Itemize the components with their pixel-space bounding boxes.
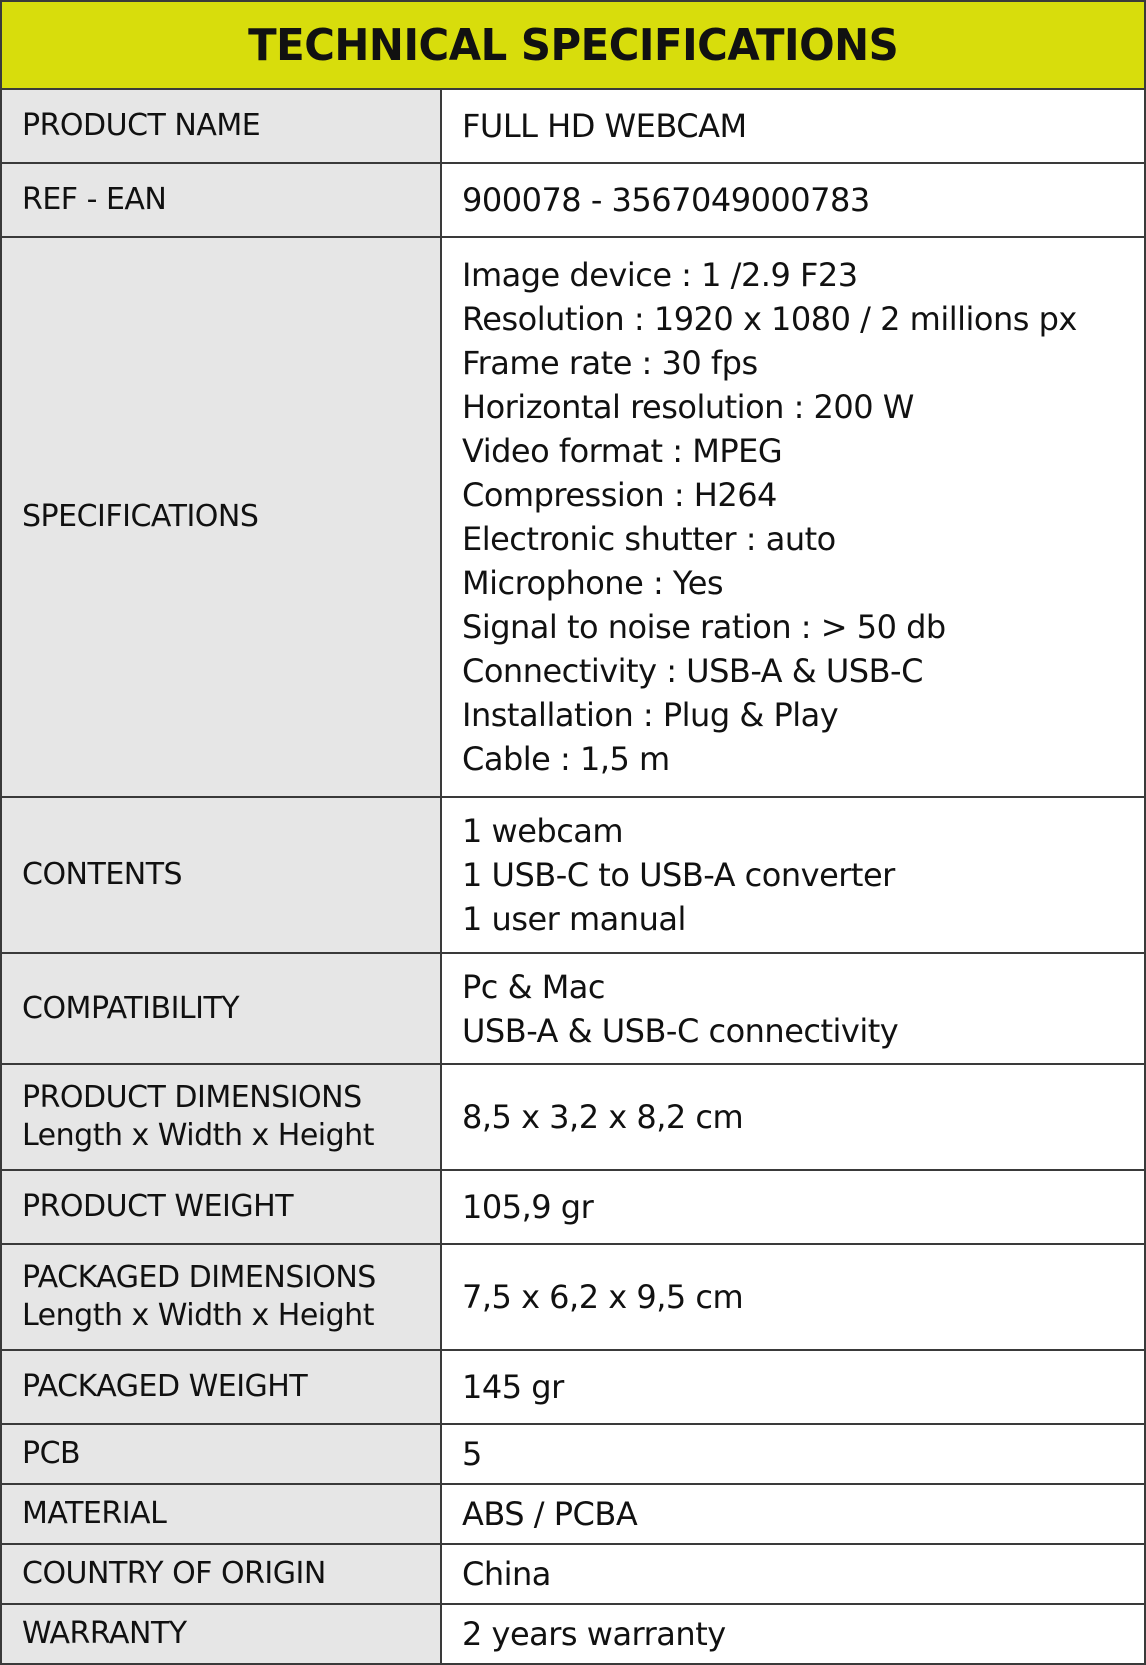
row-label-subtext: Length x Width x Height bbox=[22, 1298, 374, 1333]
table-row-product-dimensions bbox=[1, 1064, 1145, 1170]
row-label-text: CONTENTS bbox=[22, 857, 183, 892]
spec-line: Image device : 1 /2.9 F23 bbox=[462, 256, 858, 294]
spec-line: Frame rate : 30 fps bbox=[462, 344, 758, 382]
table-row-packaged-weight bbox=[1, 1350, 1145, 1424]
row-value bbox=[441, 953, 1145, 1064]
table-row-pcb bbox=[1, 1424, 1145, 1484]
table-row-specifications bbox=[1, 237, 1145, 797]
row-label-subtext: Length x Width x Height bbox=[22, 1118, 374, 1153]
spec-line: Connectivity : USB-A & USB-C bbox=[462, 652, 923, 690]
row-value-text: 900078 - 3567049000783 bbox=[462, 181, 870, 219]
compatibility-line: USB-A & USB-C connectivity bbox=[462, 1011, 899, 1050]
row-label-text: PRODUCT DIMENSIONS bbox=[22, 1080, 362, 1115]
row-value bbox=[441, 1350, 1145, 1424]
table-row-product-name bbox=[1, 89, 1145, 163]
row-label bbox=[1, 1244, 441, 1350]
row-value bbox=[441, 1604, 1145, 1664]
title-bar bbox=[0, 0, 1146, 90]
row-label-text: PRODUCT WEIGHT bbox=[22, 1189, 294, 1224]
row-value-text: 145 gr bbox=[462, 1368, 564, 1406]
spec-line: Cable : 1,5 m bbox=[462, 740, 670, 778]
spec-line: Video format : MPEG bbox=[462, 432, 783, 470]
spec-line: Horizontal resolution : 200 W bbox=[462, 388, 914, 426]
row-label bbox=[1, 1424, 441, 1484]
row-label bbox=[1, 237, 441, 797]
compatibility-line: Pc & Mac bbox=[462, 967, 605, 1006]
row-label bbox=[1, 1604, 441, 1664]
row-label-text: REF - EAN bbox=[22, 182, 167, 217]
row-label bbox=[1, 1064, 441, 1170]
row-label bbox=[1, 89, 441, 163]
table-row-warranty bbox=[1, 1604, 1145, 1664]
row-value bbox=[441, 1544, 1145, 1604]
row-label bbox=[1, 163, 441, 237]
table-row-compatibility bbox=[1, 953, 1145, 1064]
row-label-text: COMPATIBILITY bbox=[22, 990, 240, 1026]
row-value bbox=[441, 1244, 1145, 1350]
contents-line: 1 webcam bbox=[462, 812, 624, 850]
row-label-text: PRODUCT NAME bbox=[22, 108, 261, 143]
table-row-product-weight bbox=[1, 1170, 1145, 1244]
row-label-text: SPECIFICATIONS bbox=[22, 499, 259, 534]
spec-line: Signal to noise ration : > 50 db bbox=[462, 608, 946, 646]
contents-line: 1 USB-C to USB-A converter bbox=[462, 856, 895, 894]
row-value bbox=[441, 797, 1145, 953]
spec-line: Microphone : Yes bbox=[462, 564, 724, 602]
row-value bbox=[441, 163, 1145, 237]
row-label bbox=[1, 1350, 441, 1424]
spec-line: Electronic shutter : auto bbox=[462, 520, 836, 558]
row-label-text: PACKAGED WEIGHT bbox=[22, 1369, 308, 1404]
row-value bbox=[441, 1064, 1145, 1170]
row-label-text: PCB bbox=[22, 1436, 81, 1471]
row-label-text: COUNTRY OF ORIGIN bbox=[22, 1556, 326, 1591]
row-value-text: FULL HD WEBCAM bbox=[462, 107, 747, 145]
row-value bbox=[441, 89, 1145, 163]
specifications-table bbox=[0, 88, 1146, 1665]
row-value bbox=[441, 1424, 1145, 1484]
table-row-packaged-dimensions bbox=[1, 1244, 1145, 1350]
row-value-text: 7,5 x 6,2 x 9,5 cm bbox=[462, 1278, 744, 1316]
row-label bbox=[1, 1544, 441, 1604]
spec-line: Resolution : 1920 x 1080 / 2 millions px bbox=[462, 300, 1077, 338]
table-row-contents bbox=[1, 797, 1145, 953]
row-label bbox=[1, 1484, 441, 1544]
row-value bbox=[441, 1170, 1145, 1244]
spec-line: Installation : Plug & Play bbox=[462, 696, 839, 734]
row-value-text: 8,5 x 3,2 x 8,2 cm bbox=[462, 1098, 744, 1136]
row-label bbox=[1, 1170, 441, 1244]
row-value bbox=[441, 237, 1145, 797]
table-row-material bbox=[1, 1484, 1145, 1544]
row-label bbox=[1, 797, 441, 953]
row-value-text: 105,9 gr bbox=[462, 1188, 594, 1226]
row-value-text: 5 bbox=[462, 1435, 482, 1473]
contents-line: 1 user manual bbox=[462, 900, 686, 938]
table-row-ref-ean bbox=[1, 163, 1145, 237]
row-value-text: China bbox=[462, 1555, 551, 1593]
row-label bbox=[1, 953, 441, 1064]
row-label-text: WARRANTY bbox=[22, 1616, 187, 1651]
row-label-text: PACKAGED DIMENSIONS bbox=[22, 1260, 376, 1295]
spec-line: Compression : H264 bbox=[462, 476, 777, 514]
row-value-text: ABS / PCBA bbox=[462, 1495, 638, 1533]
row-value bbox=[441, 1484, 1145, 1544]
table-row-country-of-origin bbox=[1, 1544, 1145, 1604]
page-title: TECHNICAL SPECIFICATIONS bbox=[247, 19, 899, 71]
row-value-text: 2 years warranty bbox=[462, 1615, 726, 1653]
row-label-text: MATERIAL bbox=[22, 1496, 167, 1531]
